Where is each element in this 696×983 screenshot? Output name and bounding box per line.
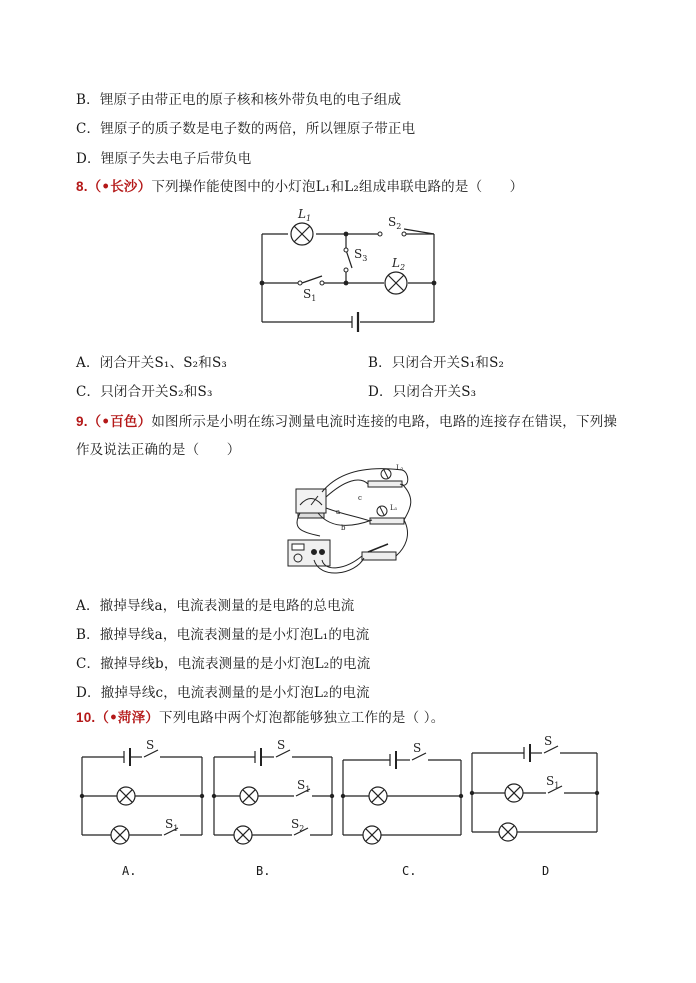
q9-label-b: b bbox=[341, 524, 346, 532]
q10-circuit-c bbox=[343, 751, 461, 835]
q10d-lamp2-icon bbox=[499, 823, 517, 841]
q9-stem-line2: 作及说法正确的是（ ） bbox=[76, 442, 241, 458]
q8-label-l2: $L_2$ bbox=[392, 256, 406, 272]
q8-number: 8. bbox=[76, 179, 88, 194]
q10-caption-b: B. bbox=[256, 864, 271, 878]
q8-label-s3: $S_3$ bbox=[354, 247, 368, 263]
q9-label-l2: L₂ bbox=[396, 464, 404, 472]
q10b-label-s1: $S_1$ bbox=[297, 778, 311, 794]
q10-caption-d: D bbox=[542, 864, 550, 878]
q10d-lamp1-icon bbox=[505, 784, 523, 802]
q9-label-l1: L₁ bbox=[390, 504, 398, 512]
q8-option-b: B．只闭合开关S₁和S₂ bbox=[368, 355, 505, 371]
q9-label-a: a bbox=[336, 508, 341, 516]
q10b-lamp1-icon bbox=[240, 787, 258, 805]
q9-label-c: c bbox=[358, 494, 362, 502]
q8-stem-text: 下列操作能使图中的小灯泡L₁和L₂组成串联电路的是（ ） bbox=[151, 179, 524, 195]
q8-source: （•长沙） bbox=[87, 179, 152, 195]
q10d-label-s1: $S_1$ bbox=[546, 774, 560, 790]
q7-option-c: C．锂原子的质子数是电子数的两倍，所以锂原子带正电 bbox=[76, 121, 416, 137]
q10c-lamp2-icon bbox=[363, 826, 381, 844]
q10a-lamp1-icon bbox=[117, 787, 135, 805]
q9-option-b: B．撤掉导线a，电流表测量的是小灯泡L₁的电流 bbox=[76, 627, 370, 643]
q10-stem-text: 下列电路中两个灯泡都能够独立工作的是（ ）。 bbox=[159, 710, 445, 726]
q10-number: 10. bbox=[76, 710, 96, 725]
q10c-lamp1-icon bbox=[369, 787, 387, 805]
q10b-label-s: S bbox=[277, 738, 286, 752]
q8-option-a: A．闭合开关S₁、S₂和S₃ bbox=[76, 355, 228, 371]
q10-circuit-b bbox=[214, 748, 332, 835]
q9-stem-text: 如图所示是小明在练习测量电流时连接的电路，电路的连接存在错误，下列操 bbox=[151, 414, 618, 430]
q10-circuit-d bbox=[472, 744, 597, 832]
q10d-label-s: S bbox=[544, 734, 553, 748]
q10-source: （•菏泽） bbox=[95, 710, 160, 726]
q9-option-a: A．撤掉导线a，电流表测量的是电路的总电流 bbox=[76, 598, 355, 614]
q10a-label-s: S bbox=[146, 738, 155, 752]
q10-circuit-a bbox=[82, 748, 202, 835]
q8-option-d: D．只闭合开关S₃ bbox=[368, 384, 477, 400]
q9-option-c: C．撤掉导线b，电流表测量的是小灯泡L₂的电流 bbox=[76, 656, 371, 672]
q10a-label-s1: $S_1$ bbox=[165, 817, 179, 833]
q8-option-c: C．只闭合开关S₂和S₃ bbox=[76, 384, 213, 400]
q9-source: （•百色） bbox=[87, 414, 152, 430]
q9-number: 9. bbox=[76, 414, 88, 429]
q8-label-s1: $S_1$ bbox=[303, 287, 317, 303]
q10a-lamp2-icon bbox=[111, 826, 129, 844]
q10-caption-a: A. bbox=[122, 864, 137, 878]
q10b-label-s2: $S_2$ bbox=[291, 817, 305, 833]
q10b-lamp2-icon bbox=[234, 826, 252, 844]
q9-option-d: D．撤掉导线c，电流表测量的是小灯泡L₂的电流 bbox=[76, 685, 370, 701]
q7-option-d: D．锂原子失去电子后带负电 bbox=[76, 151, 252, 167]
q8-label-l1: $L_1$ bbox=[298, 207, 312, 223]
q7-option-b: B．锂原子由带正电的原子核和核外带负电的电子组成 bbox=[76, 92, 402, 108]
q10c-label-s: S bbox=[413, 741, 422, 755]
q8-label-s2: $S_2$ bbox=[388, 215, 402, 231]
q10-caption-c: C. bbox=[402, 864, 417, 878]
